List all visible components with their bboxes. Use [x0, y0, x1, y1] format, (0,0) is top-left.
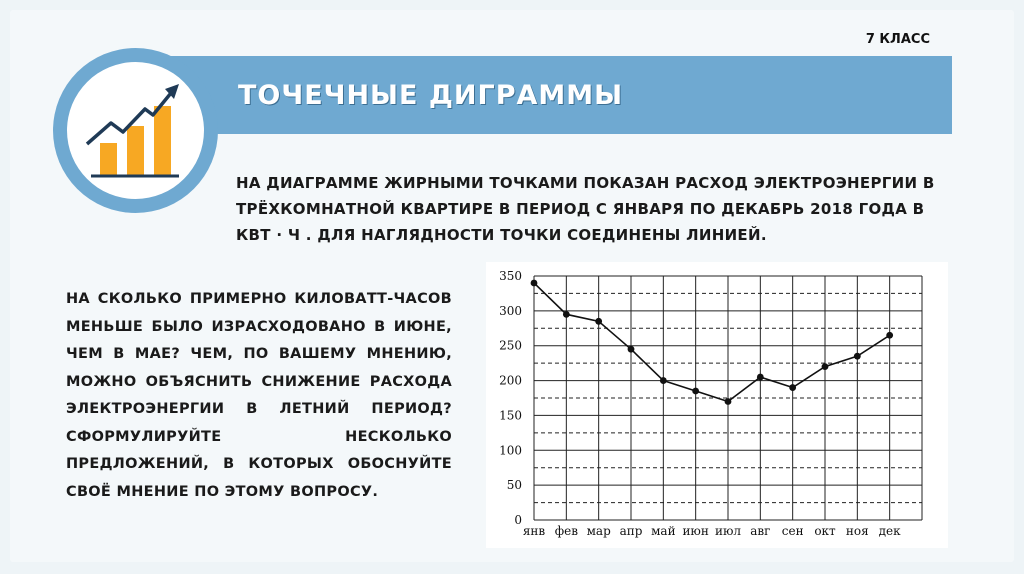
data-point	[660, 377, 667, 384]
data-point	[822, 363, 829, 370]
chart-svg	[486, 262, 948, 548]
data-point	[628, 346, 635, 353]
data-point	[886, 332, 893, 339]
page-title: ТОЧЕЧНЫЕ ДИГРАММЫ	[238, 80, 624, 111]
question-text: НА СКОЛЬКО ПРИМЕРНО КИЛОВАТТ-ЧАСОВ МЕНЬШЕ БЫЛО ИЗРАСХОДОВАНО В ИЮНЕ, ЧЕМ В МАЕ? ЧЕМ, ПО ВАШЕМУ МНЕНИЮ, МОЖНО ОБЪЯСНИТЬ СНИЖЕНИЕ РАСХОДА ЭЛЕКТРОЭНЕРГИИ В ЛЕТНИЙ ПЕРИОД? СФОРМУЛИРУЙТЕ НЕСКОЛЬКО ПРЕДЛОЖЕНИЙ, В КОТОРЫХ ОБОСНУЙТЕ СВОЁ МНЕНИЕ ПО ЭТОМУ ВОПРОСУ.	[66, 291, 452, 500]
intro-text: НА ДИАГРАММЕ ЖИРНЫМИ ТОЧКАМИ ПОКАЗАН РАСХОД ЭЛЕКТРОЭНЕРГИИ В ТРЁХКОМНАТНОЙ КВАРТИРЕ В ПЕРИОД С ЯНВАРЯ ПО ДЕКАБРЬ 2018 ГОДА В КВТ · Ч . ДЛЯ НАГЛЯДНОСТИ ТОЧКИ СОЕДИНЕНЫ ЛИНИЕЙ.	[236, 174, 935, 244]
y-tick-label: 200	[499, 373, 522, 388]
x-tick-label: ноя	[845, 524, 869, 538]
x-tick-label: янв	[522, 524, 546, 538]
data-point	[789, 384, 796, 391]
x-tick-label: май	[651, 524, 676, 538]
data-point	[692, 388, 699, 395]
y-tick-label: 0	[514, 513, 522, 527]
series-line	[534, 283, 890, 402]
y-tick-label: 300	[499, 303, 522, 318]
x-tick-label: апр	[619, 524, 643, 538]
x-tick-label: окт	[814, 524, 836, 538]
data-point	[757, 374, 764, 381]
data-point	[563, 311, 570, 318]
x-tick-label: авг	[750, 524, 771, 538]
y-tick-label: 100	[499, 443, 522, 458]
y-tick-label: 250	[499, 338, 522, 353]
class-label: 7 КЛАСС	[865, 32, 930, 47]
y-tick-label: 50	[506, 478, 522, 493]
data-point	[531, 280, 538, 287]
slide	[10, 10, 1014, 562]
y-tick-label: 350	[499, 269, 522, 283]
x-tick-label: мар	[586, 524, 611, 538]
growth-chart-icon	[67, 62, 204, 199]
data-point	[725, 398, 732, 405]
logo	[53, 48, 218, 213]
data-point	[595, 318, 602, 325]
y-tick-label: 150	[499, 408, 522, 423]
data-point	[854, 353, 861, 360]
x-tick-label: сен	[781, 524, 804, 538]
x-tick-label: июл	[714, 524, 742, 538]
x-tick-label: дек	[878, 524, 901, 538]
logo-circle	[67, 62, 204, 199]
chart	[486, 262, 948, 548]
x-tick-label: фев	[554, 524, 578, 538]
x-tick-label: июн	[682, 524, 709, 538]
